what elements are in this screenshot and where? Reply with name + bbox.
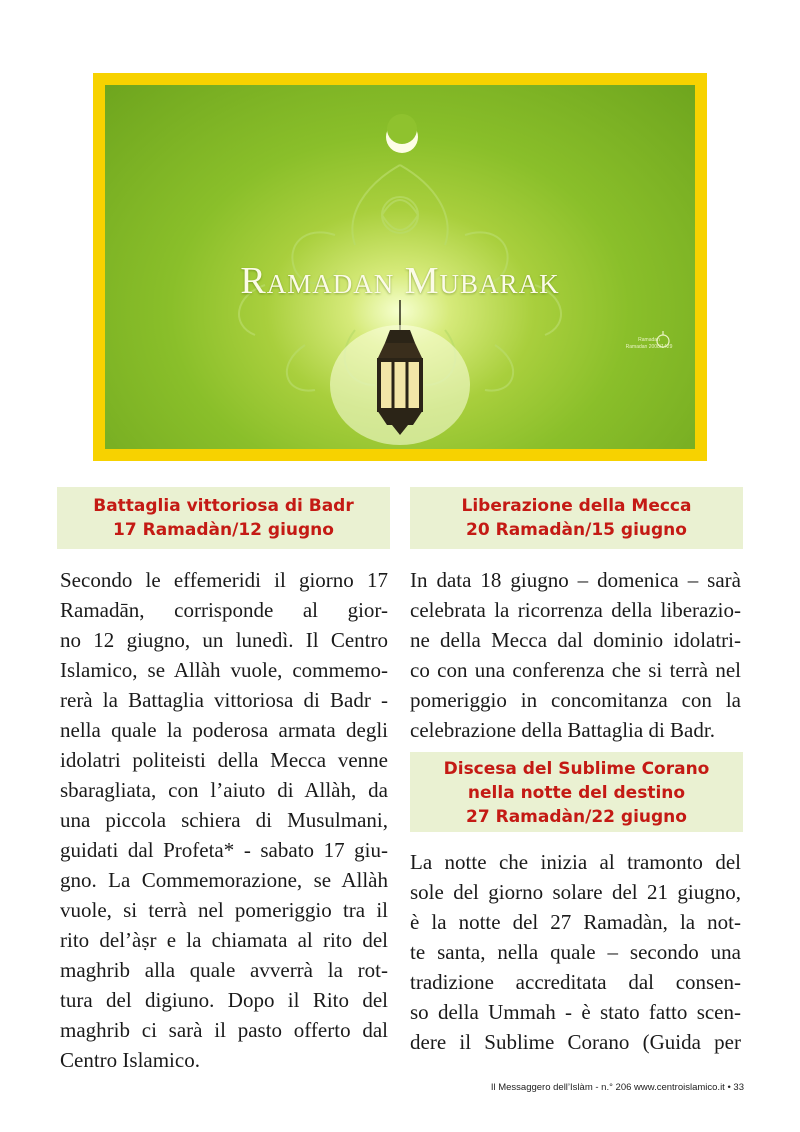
article-mecca: [410, 565, 741, 745]
heading-badr-line1: Battaglia vittoriosa di Badr: [93, 496, 354, 516]
text-line: vuole, si terrà nel pomeriggio tra il: [60, 898, 388, 922]
text-line: tradizione accreditata dal consen-: [410, 970, 741, 994]
text-line: una piccola schiera di Musulmani,: [60, 808, 388, 832]
text-line: idolatri politeisti della Mecca venne: [60, 748, 388, 772]
heading-corano: [410, 752, 743, 832]
text-line: pomeriggio in concomitanza con la: [410, 688, 741, 712]
text-line: In data 18 giugno – domenica – sarà: [410, 568, 741, 592]
banner-mark-line1: Ramadan: [638, 337, 660, 343]
heading-mecca-line2: 20 Ramadàn/15 giugno: [466, 520, 687, 540]
banner-frame: [93, 73, 707, 461]
text-line: Islamico, se Allàh vuole, commemo-: [60, 658, 388, 682]
text-line: è la notte del 27 Ramadàn, la not-: [410, 910, 741, 934]
text-line: tura del digiuno. Dopo il Rito del: [60, 988, 388, 1012]
banner-title: Ramadan Mubarak: [240, 260, 560, 302]
banner-mark-line2: Ramadan 2008/1429: [625, 344, 673, 350]
text-line: Secondo le effemeridi il giorno 17: [60, 568, 388, 592]
text-line: guidati dal Profeta* - sabato 17 giu-: [60, 838, 388, 862]
article-corano: [410, 847, 741, 1057]
page-footer: Il Messaggero dell’Islàm - n.° 206 www.centroislamico.it • 33: [490, 1082, 744, 1093]
text-line: gno. La Commemorazione, se Allàh: [60, 868, 388, 892]
text-line: Ramadān, corrisponde al gior-: [60, 598, 388, 622]
text-line: celebrazione della Battaglia di Badr.: [410, 718, 715, 742]
heading-corano-line3: 27 Ramadàn/22 giugno: [466, 807, 687, 827]
crescent-moon-icon: [386, 114, 418, 153]
heading-corano-line2: nella notte del destino: [467, 783, 686, 803]
text-line: Centro Islamico.: [60, 1048, 200, 1072]
text-line: celebrata la ricorrenza della liberazio-: [410, 598, 741, 622]
heading-mecca: [410, 487, 743, 549]
text-line: co con una conferenza che si terrà nel: [410, 658, 741, 682]
heading-badr-line2: 17 Ramadàn/12 giugno: [113, 520, 334, 540]
text-line: sole del giorno solare del 21 giugno,: [410, 880, 741, 904]
heading-corano-line1: Discesa del Sublime Corano: [443, 759, 710, 779]
text-line: sbaragliata, con l’aiuto di Allàh, da: [60, 778, 388, 802]
heading-badr: [57, 487, 390, 549]
text-line: no 12 giugno, un lunedì. Il Centro: [60, 628, 388, 652]
text-line: so della Ummah - è stato fatto scen-: [410, 1000, 741, 1024]
text-line: ne della Mecca dal dominio idolatri-: [410, 628, 741, 652]
text-line: te santa, nella quale – secondo una: [410, 940, 741, 964]
article-badr: [60, 565, 388, 1075]
text-line: nella quale la poderosa armata degli: [60, 718, 388, 742]
text-line: maghrib ci sarà il pasto offerto dal: [60, 1018, 388, 1042]
lantern-icon: [377, 330, 423, 435]
text-line: La notte che inizia al tramonto del: [410, 850, 741, 874]
text-line: rito del’àṣr e la chiamata al rito del: [60, 928, 388, 952]
text-line: rerà la Battaglia vittoriosa di Badr -: [60, 688, 388, 712]
ramadan-banner-image: [105, 85, 695, 449]
text-line: maghrib alla quale avverrà la rot-: [60, 958, 388, 982]
banner-mark: [617, 337, 681, 351]
heading-mecca-line1: Liberazione della Mecca: [461, 496, 692, 516]
text-line: dere il Sublime Corano (Guida per: [410, 1030, 741, 1054]
